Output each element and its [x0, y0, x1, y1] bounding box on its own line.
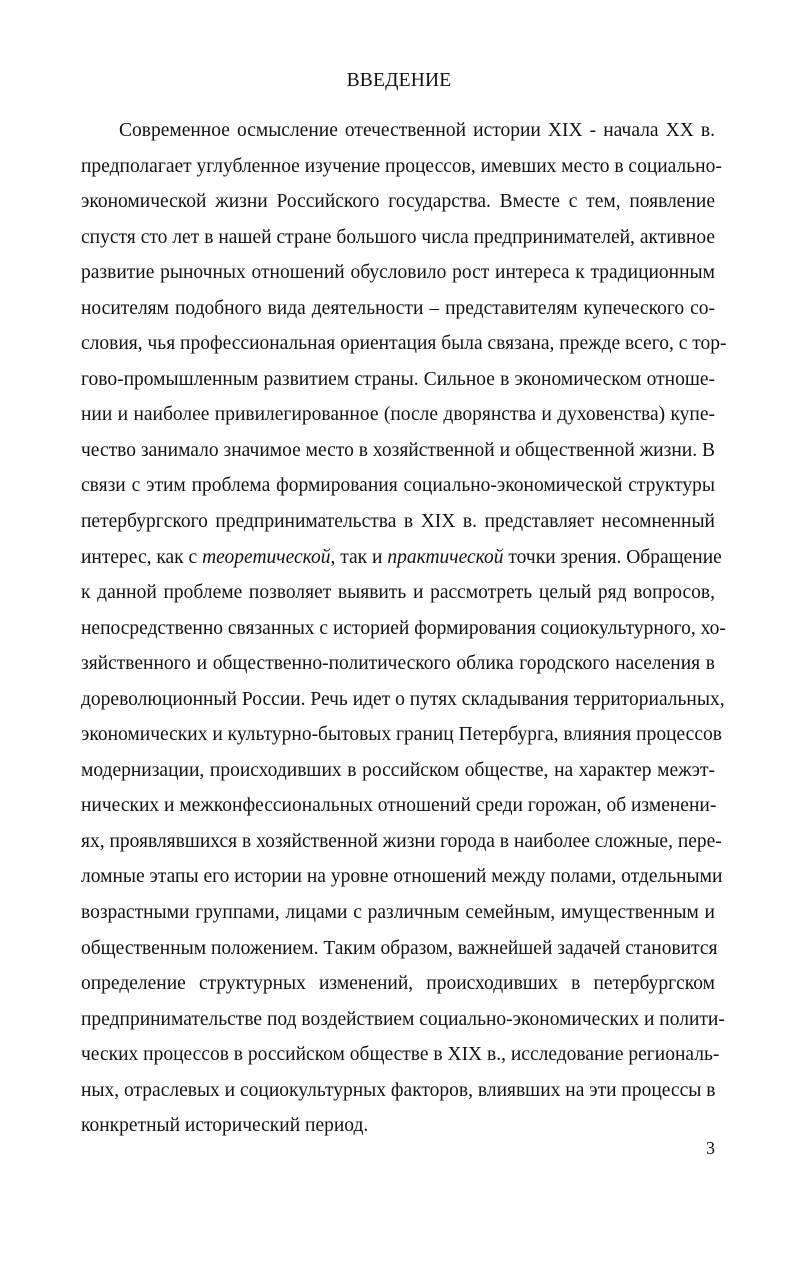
text-segment: интерес, как с — [81, 546, 203, 568]
text-segment: , так и — [330, 546, 388, 568]
text-line: нии и наиболее привилегированное (после дворянства и духовенства) купе- — [81, 404, 715, 426]
text-line: ческих процессов в российском обществе в XIX в., исследование региональ- — [81, 1044, 720, 1066]
text-line: непосредственно связанных с историей формирования социокультурного, хо- — [81, 617, 726, 639]
body-paragraph — [81, 113, 727, 1144]
text-line: Современное осмысление отечественной истории XIX - начала XX в. — [119, 120, 715, 141]
text-line: ломные этапы его истории на уровне отношений между полами, отдельными — [81, 866, 723, 888]
text-line: нических и межконфессиональных отношений среди горожан, об изменени- — [81, 795, 717, 817]
text-line: петербургского предпринимательства в XIX в. представляет несомненный — [81, 511, 715, 533]
section-title: ВВЕДЕНИЕ — [346, 70, 452, 91]
text-line: дореволюционный России. Речь идет о путях складывания территориальных, — [81, 688, 725, 710]
emphasis-practical: практической — [387, 546, 504, 568]
text-line: связи с этим проблема формирования социально-экономической структуры — [81, 475, 715, 497]
text-line: чество занимало значимое место в хозяйственной и общественной жизни. В — [81, 439, 715, 461]
text-line: предпринимательстве под воздействием социально-экономических и полити- — [81, 1008, 725, 1030]
text-line: носителям подобного вида деятельности – представителям купеческого со- — [81, 297, 715, 319]
text-line-with-emphasis — [81, 540, 722, 576]
text-line: зяйственного и общественно-политического облика городского населения в — [81, 653, 715, 675]
text-line: общественным положением. Таким образом, важнейшей задачей становится — [81, 937, 718, 959]
emphasis-theoretical: теоретической — [202, 546, 331, 568]
text-line-last: конкретный исторический период. — [81, 1115, 369, 1137]
text-segment: точки зрения. Обращение — [503, 546, 722, 568]
text-line: экономических и культурно-бытовых границ Петербурга, влияния процессов — [81, 724, 722, 746]
text-line: экономической жизни Российского государства. Вместе с тем, появление — [81, 191, 715, 213]
text-line: возрастными группами, лицами с различным семейным, имущественным и — [81, 902, 715, 924]
text-line: спустя сто лет в нашей стране большого числа предпринимателей, активное — [81, 226, 715, 248]
text-line: к данной проблеме позволяет выявить и рассмотреть целый ряд вопросов, — [81, 582, 715, 604]
text-line: гово-промышленным развитием страны. Сильное в экономическом отноше- — [81, 368, 715, 390]
text-line: ях, проявлявшихся в хозяйственной жизни города в наиболее сложные, пере- — [81, 830, 722, 852]
text-line: модернизации, происходивших в российском обществе, на характер межэт- — [81, 759, 715, 781]
text-line: словия, чья профессиональная ориентация была связана, прежде всего, с тор- — [81, 333, 727, 355]
text-line: предполагает углубленное изучение процессов, имевших место в социально- — [81, 155, 722, 177]
text-line: развитие рыночных отношений обусловило рост интереса к традиционным — [81, 262, 715, 284]
text-line: ных, отраслевых и социокультурных факторов, влиявших на эти процессы в — [81, 1079, 716, 1101]
text-line: определение структурных изменений, происходивших в петербургском — [81, 973, 715, 995]
page-number: 3 — [706, 1138, 715, 1158]
